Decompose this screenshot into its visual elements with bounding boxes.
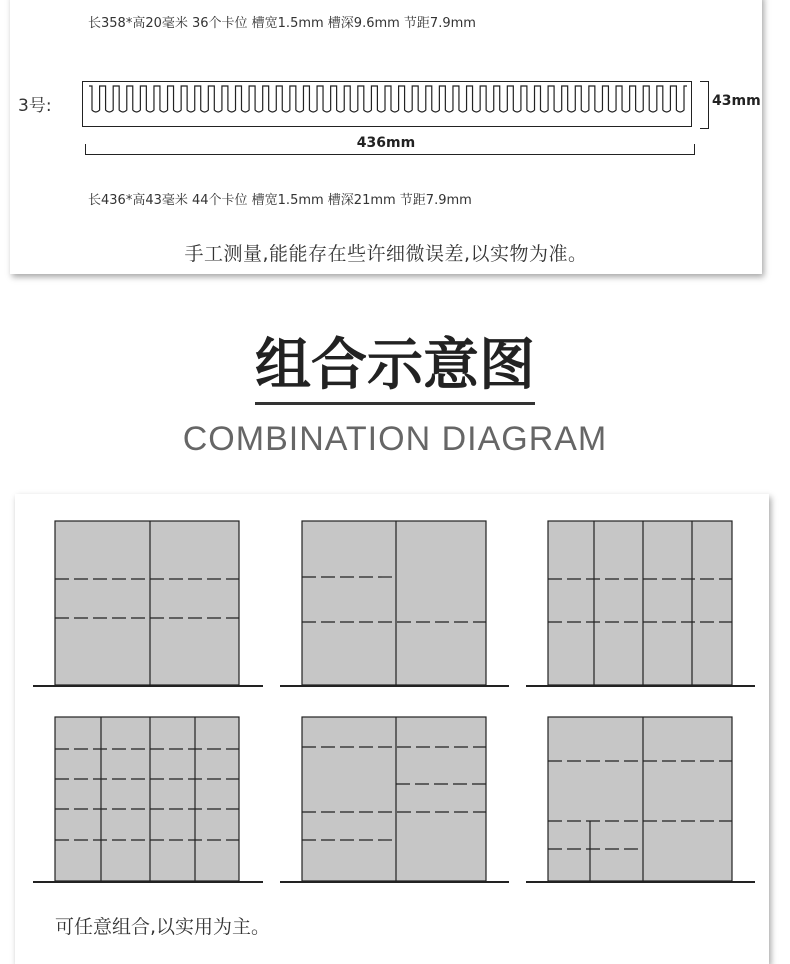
height-label: 43mm (712, 93, 761, 109)
combination-diagrams (15, 494, 769, 964)
spec-line-size-3: 长436*高43毫米 44个卡位 槽宽1.5mm 槽深21mm 节距7.9mm (88, 193, 472, 208)
width-label: 436mm (356, 135, 416, 151)
diagram-4 (33, 717, 263, 882)
page-subtitle: COMBINATION DIAGRAM (182, 420, 608, 458)
spec-line-size-2: 长358*高20毫米 36个卡位 槽宽1.5mm 槽深9.6mm 节距7.9mm (88, 16, 476, 31)
page-title-text: 组合示意图 (255, 333, 535, 405)
combination-diagram-card (15, 494, 769, 964)
diagram-5 (280, 717, 509, 882)
diagram-2 (280, 521, 509, 686)
diagram-6 (526, 717, 755, 882)
diagram-3 (526, 521, 755, 686)
size-label: 3号: (18, 96, 52, 116)
rack-slot-outline (89, 86, 687, 112)
height-dimension-bracket (700, 81, 709, 129)
spec-card (10, 0, 762, 274)
rack-slots (83, 82, 693, 128)
rack-drawing (82, 81, 692, 127)
footer-note: 可任意组合,以实用为主。 (55, 916, 271, 938)
page-title (0, 330, 790, 402)
diagram-1 (33, 521, 263, 686)
measurement-note: 手工测量,能能存在些许细微误差,以实物为准。 (184, 243, 588, 265)
